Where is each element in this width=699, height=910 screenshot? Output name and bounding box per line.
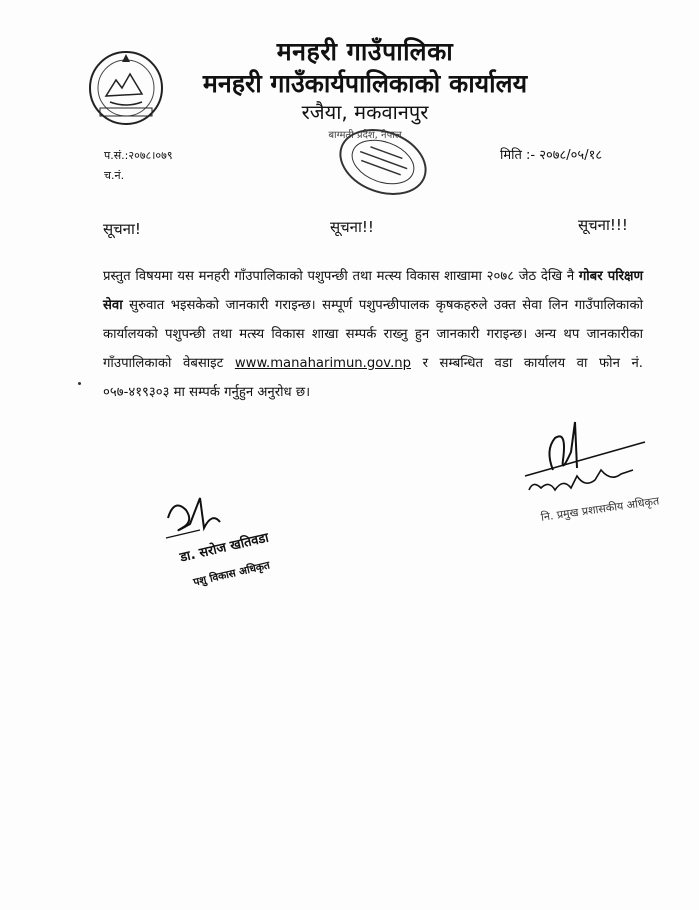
org-name: मनहरी गाउँपालिका [276, 37, 454, 66]
website-link[interactable]: www.manaharimun.gov.np [234, 356, 411, 371]
letter-date: मिति :- २०७८/०५/१८ [500, 148, 603, 163]
notice-heading-right: सूचना!!! [578, 216, 628, 234]
body-text-1: प्रस्तुत विषयमा यस मनहरी गाँउपालिकाको पशुपन्छी तथा मत्स्य विकास शाखामा २०७८ जेठ देखि नै [103, 269, 579, 284]
notice-body [103, 262, 643, 407]
vet-title: पशु विकास अधिकृत [192, 559, 272, 589]
nepal-emblem-icon [86, 48, 166, 128]
office-name: मनहरी गाउँकार्यपालिकाको कार्यालय [202, 69, 528, 98]
office-stamp-icon [328, 120, 438, 205]
province-line: बाग्मती प्रदेश, नेपाल [328, 130, 402, 141]
vet-signature-icon [160, 488, 230, 543]
dispatch-number: च.नं. [104, 169, 125, 182]
body-text-2: सुरुवात भइसकेको जानकारी गराइन्छ। सम्पूर्ण पशुपन्छीपालक कृषकहरुले उक्त सेवा लिन गाउँपालिकाको कार्यालयको पशुपन्छी तथा मत्स्य विकास शाखा सम्पर्क राख्नु हुन जानकारी गराइन्छ। अन्य थप जानकारीका गाँउपालिकाको वेबसाइट [103, 298, 643, 371]
body-text-3: र सम्बन्धित वडा कार्यालय वा फोन नं. ०५७-४१९३०३ मा सम्पर्क गर्नुहुन अनुरोध छ। [103, 356, 643, 400]
reference-number: प.सं.:२०७८।०७९ [104, 149, 173, 162]
service-name: गोबर परिक्षण सेवा [103, 269, 643, 313]
officer-signature-icon [515, 410, 665, 500]
officer-title: नि. प्रमुख प्रशासकीय अधिकृत [540, 494, 661, 524]
office-address: रजैया, मकवानपुर [301, 100, 429, 124]
notice-heading-left: सूचना! [103, 220, 141, 238]
vet-name: डा. सरोज खतिवडा [178, 530, 271, 566]
notice-heading-center: सूचना!! [330, 218, 374, 236]
scan-speck [78, 382, 81, 385]
